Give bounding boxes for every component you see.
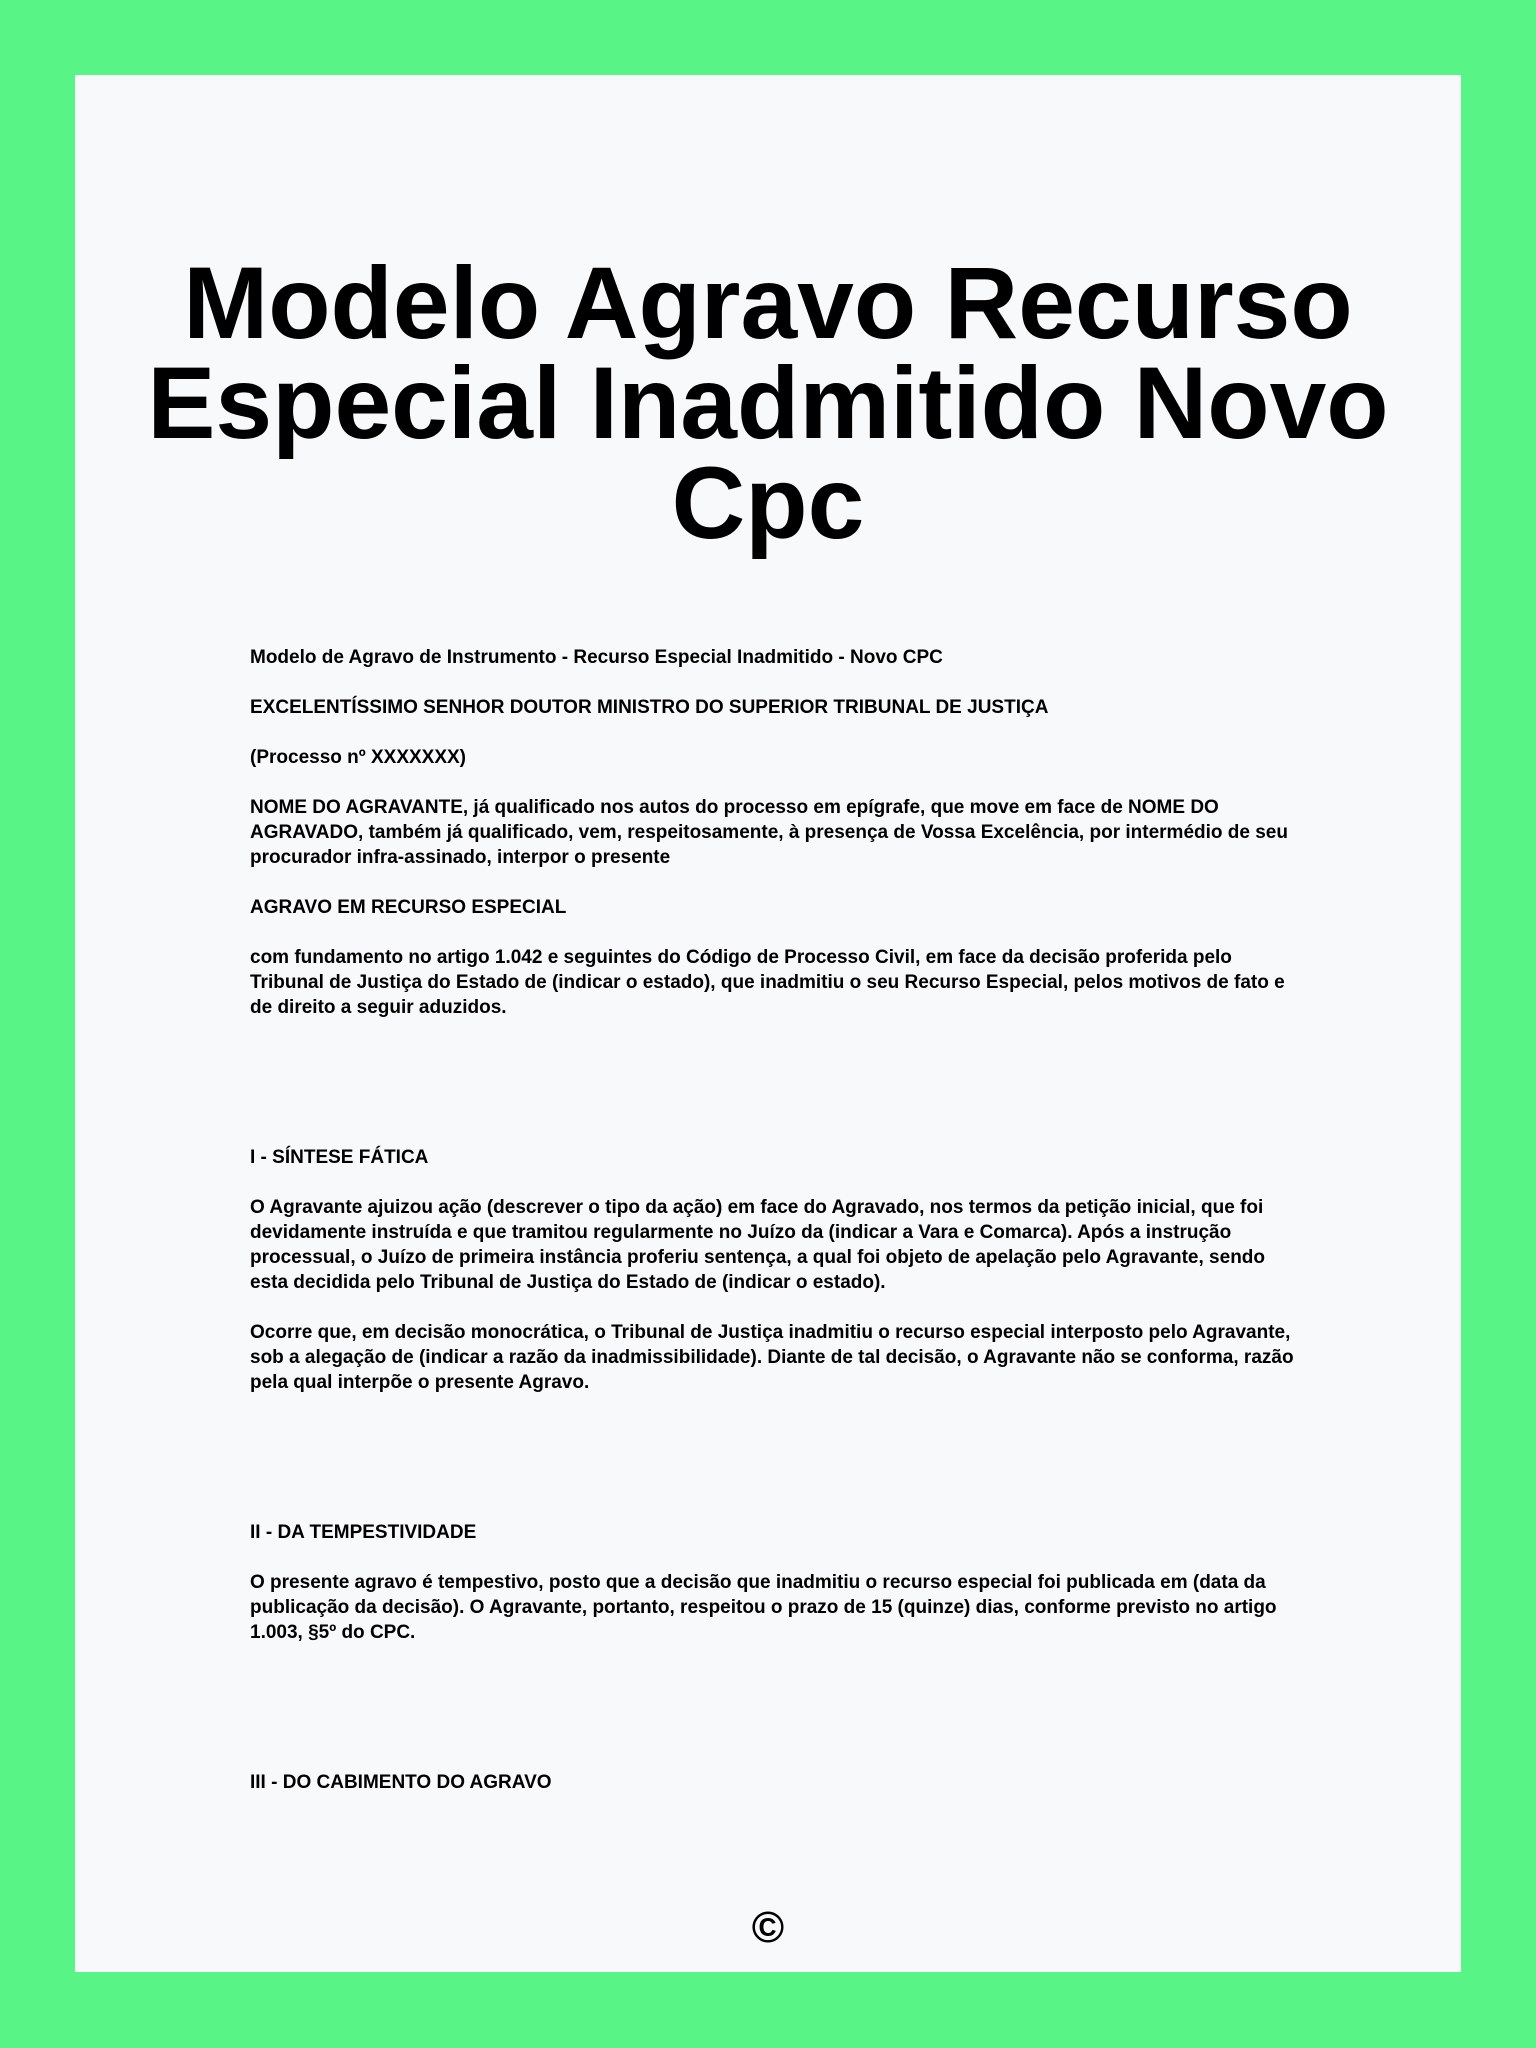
section-3-title: III - DO CABIMENTO DO AGRAVO [250,1772,552,1793]
section-1-paragraph-2: Ocorre que, em decisão monocrática, o Tribunal de Justiça inadmitiu o recurso especial interposto pelo Agravante, sob a alegação de (indicar a razão da inadmissibilidade). Diante de tal decisão, o Agravante não se conforma, razão pela qual interpõe o presente Agravo. [250,1322,1294,1393]
section-2-paragraph-1: O presente agravo é tempestivo, posto que a decisão que inadmitiu o recurso especial foi publicada em (data da publicação da decisão). O Agravante, portanto, respeitou o prazo de 15 (quinze) dias, conforme previsto no artigo 1.003, §5º do CPC. [250,1572,1277,1643]
document-page [75,75,1461,1972]
intro-paragraph: NOME DO AGRAVANTE, já qualificado nos autos do processo em epígrafe, que move em face de NOME DO AGRAVADO, também já qualificado, vem, respeitosamente, à presença de Vossa Excelência, por intermédio de seu procurador infra-assinado, interpor o presente [250,797,1288,868]
spacer [250,1045,1300,1145]
section-1-paragraph-1: O Agravante ajuizou ação (descrever o tipo da ação) em face do Agravado, nos termos da petição inicial, que foi devidamente instruída e que tramitou regularmente no Juízo da (indicar a Vara e Comarca). Após a instrução processual, o Juízo de primeira instância proferiu sentença, a qual foi objeto de apelação pelo Agravante, sendo esta decidida pelo Tribunal de Justiça do Estado de (indicar o estado). [250,1197,1266,1293]
appeal-name: AGRAVO EM RECURSO ESPECIAL [250,897,567,918]
title-line-1: Modelo Agravo Recurso [183,246,1353,360]
page-title [75,246,1461,560]
section-2-title: II - DA TEMPESTIVIDADE [250,1522,477,1543]
process-number: (Processo nº XXXXXXX) [250,747,467,768]
spacer [250,1420,1300,1520]
title-line-2: Especial Inadmitido Novo [147,346,1389,460]
addressee: EXCELENTÍSSIMO SENHOR DOUTOR MINISTRO DO SUPERIOR TRIBUNAL DE JUSTIÇA [250,697,1049,718]
basis-paragraph: com fundamento no artigo 1.042 e seguintes do Código de Processo Civil, em face da decisão proferida pelo Tribunal de Justiça do Estado de (indicar o estado), que inadmitiu o seu Recurso Especial, pelos motivos de fato e de direito a seguir aduzidos. [250,947,1285,1018]
title-line-3: Cpc [671,446,865,560]
document-heading: Modelo de Agravo de Instrumento - Recurso Especial Inadmitido - Novo CPC [250,647,943,668]
section-1-title: I - SÍNTESE FÁTICA [250,1147,429,1168]
document-body [250,645,1300,1820]
spacer [250,1670,1300,1770]
copyright-icon: © [751,1903,785,1952]
